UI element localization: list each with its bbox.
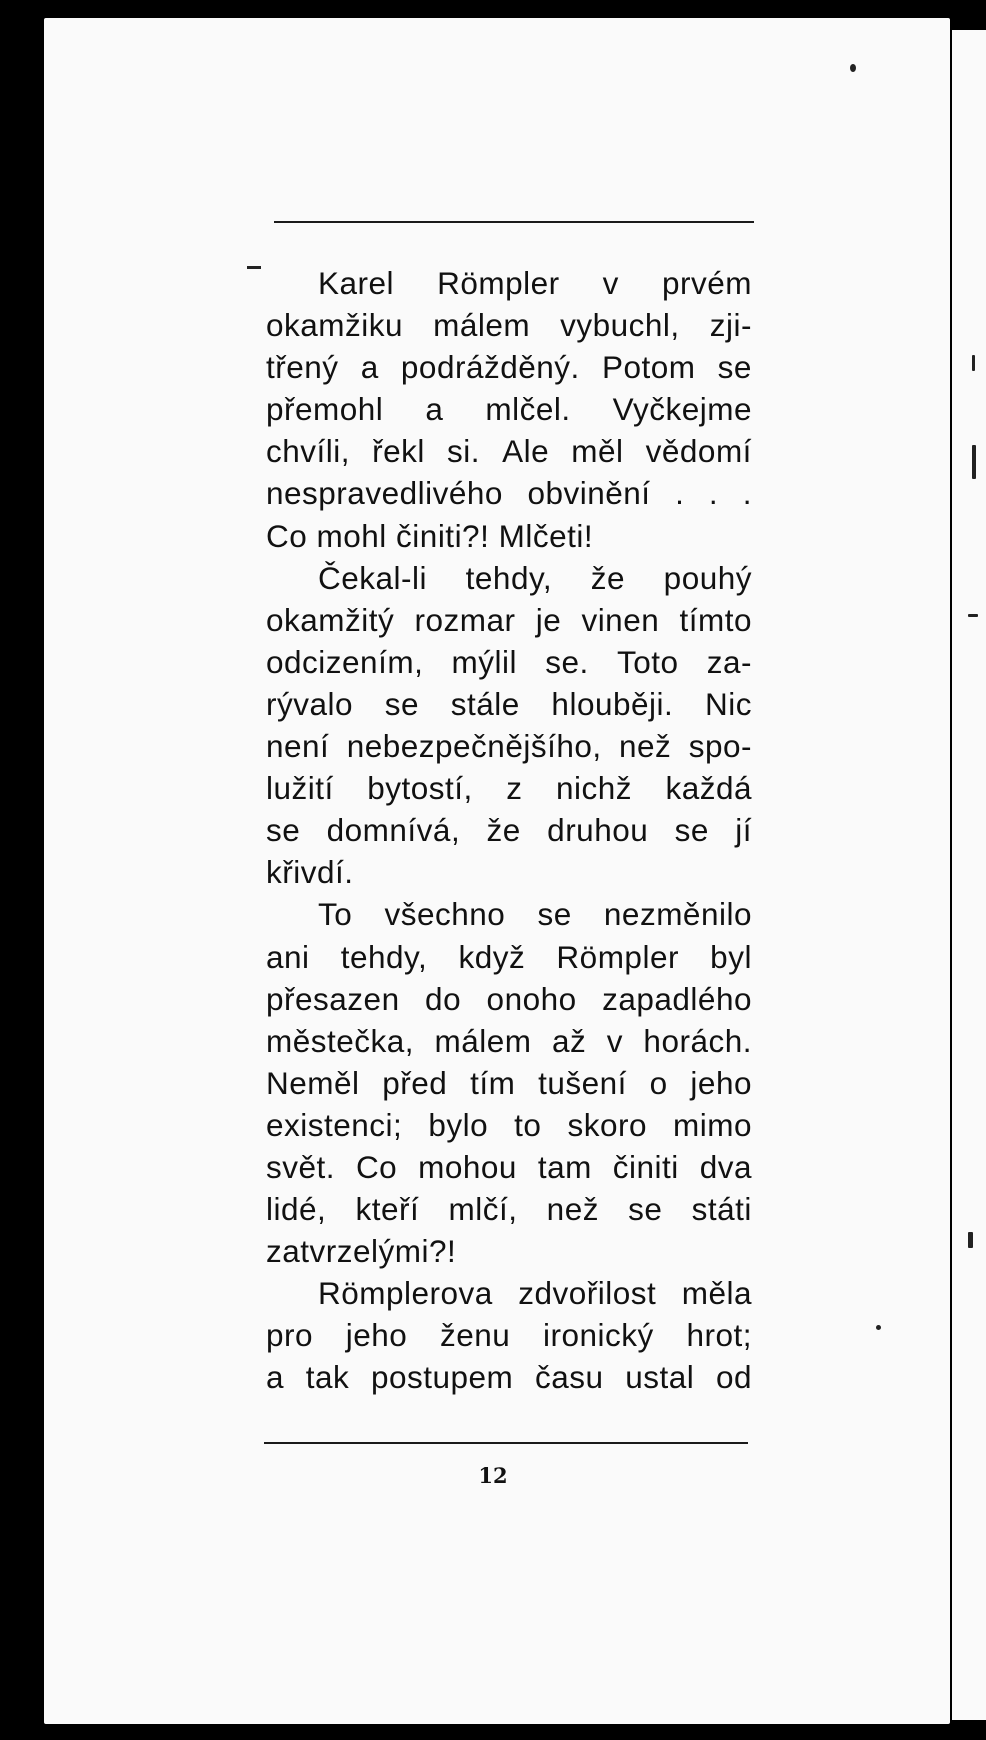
word: skoro: [567, 1106, 647, 1143]
word: státi: [691, 1191, 752, 1228]
word: vědomí: [645, 433, 752, 470]
word: to: [514, 1106, 542, 1143]
word: pro: [266, 1317, 314, 1354]
word: přemohl: [266, 391, 384, 428]
word: z: [506, 770, 523, 807]
word: vybuchl,: [560, 307, 680, 344]
word: ustal: [625, 1359, 695, 1396]
text-line: [266, 725, 752, 767]
word: činiti: [612, 1148, 679, 1185]
word: zapadlého: [602, 980, 752, 1017]
word: každá: [665, 770, 752, 807]
word: chvíli,: [266, 433, 351, 470]
word: obvinění: [527, 475, 651, 512]
text-line: [266, 809, 752, 851]
page-number: 12: [478, 1463, 508, 1488]
word: ženu: [439, 1317, 511, 1354]
text-line: [266, 893, 752, 935]
word: je: [535, 601, 562, 638]
word: hlouběji.: [551, 685, 674, 722]
word: bylo: [428, 1106, 489, 1143]
text-line: [266, 641, 752, 683]
word: lužití: [266, 770, 334, 807]
speck-mark: [968, 1232, 973, 1248]
word: nebezpečnějšího,: [346, 728, 602, 765]
word: Toto: [616, 643, 679, 680]
word: okamžiku: [266, 307, 404, 344]
word: Karel: [318, 265, 395, 301]
word: tušení: [538, 1064, 627, 1101]
word: a: [425, 391, 444, 428]
speck-mark: [968, 614, 978, 617]
word: odcizením,: [266, 643, 424, 680]
word: dva: [699, 1148, 752, 1185]
word: když: [458, 938, 526, 975]
margin-mark: [247, 266, 261, 269]
word: do: [425, 980, 462, 1017]
text-line: křivdí.: [266, 854, 354, 891]
speck-mark: [876, 1325, 881, 1330]
bottom-rule: [264, 1442, 748, 1444]
text-line: [266, 1146, 752, 1188]
word: a: [266, 1359, 285, 1396]
word: než: [546, 1191, 599, 1228]
word: jeho: [690, 1064, 752, 1101]
word: nespravedlivého: [266, 475, 503, 512]
word: lidé,: [266, 1191, 327, 1228]
word: .: [708, 475, 719, 512]
word: řekl: [372, 433, 425, 470]
text-line: [266, 557, 752, 599]
speck-mark: [972, 355, 975, 371]
word: okamžitý: [266, 601, 395, 638]
word: není: [266, 728, 330, 765]
word: zdvořilost: [518, 1275, 657, 1312]
word: se: [537, 896, 572, 933]
word: Co: [355, 1148, 398, 1185]
text-line: [266, 1104, 752, 1146]
word: nezměnilo: [603, 896, 752, 933]
word: v: [602, 265, 619, 301]
word: se: [266, 812, 301, 849]
text-line: [266, 472, 752, 514]
word: pouhý: [663, 559, 752, 596]
word: Ale: [502, 433, 550, 470]
word: třený: [266, 349, 339, 386]
text-line: [266, 1272, 752, 1314]
word: bytostí,: [367, 770, 473, 807]
word: tehdy,: [340, 938, 428, 975]
word: spo-: [688, 728, 752, 765]
word: kteří: [355, 1191, 420, 1228]
word: ironický: [542, 1317, 654, 1354]
word: druhou: [547, 812, 649, 849]
word: tak: [305, 1359, 350, 1396]
body-text: [266, 262, 752, 1399]
text-line: [266, 262, 752, 304]
word: byl: [710, 938, 752, 975]
word: .: [742, 475, 752, 512]
text-line: Co mohl činiti?! Mlčeti!: [266, 517, 594, 554]
word: vinen: [581, 601, 660, 638]
word: To: [318, 896, 353, 933]
word: jeho: [345, 1317, 408, 1354]
word: Römpler: [556, 938, 679, 975]
text-line: [266, 430, 752, 472]
word: přesazen: [266, 980, 400, 1017]
word: Čekal-li: [318, 559, 428, 596]
text-line: [266, 1314, 752, 1356]
word: za-: [706, 643, 752, 680]
word: málem: [434, 1022, 532, 1059]
word: v: [606, 1022, 623, 1059]
text-line: [266, 599, 752, 641]
word: postupem: [370, 1359, 514, 1396]
word: že: [486, 812, 521, 849]
word: .: [675, 475, 685, 512]
word: horách.: [643, 1022, 752, 1059]
word: mlčí,: [448, 1191, 518, 1228]
word: Nic: [704, 685, 752, 722]
word: že: [590, 559, 626, 596]
word: všechno: [384, 896, 506, 933]
word: prvém: [661, 265, 752, 301]
word: městečka,: [266, 1022, 415, 1059]
word: měl: [571, 433, 624, 470]
word: před: [382, 1064, 448, 1101]
word: než: [619, 728, 672, 765]
word: mlčel.: [485, 391, 571, 428]
word: času: [534, 1359, 604, 1396]
word: se: [384, 685, 419, 722]
word: rozmar: [414, 601, 516, 638]
word: se.: [545, 643, 589, 680]
text-line: [266, 346, 752, 388]
speck-mark: [850, 64, 856, 72]
word: nichž: [555, 770, 632, 807]
text-line: [266, 683, 752, 725]
word: o: [649, 1064, 668, 1101]
word: až: [551, 1022, 587, 1059]
word: málem: [433, 307, 531, 344]
text-line: [266, 304, 752, 346]
word: existenci;: [266, 1106, 403, 1143]
word: svět.: [266, 1148, 336, 1185]
word: Potom: [601, 349, 696, 386]
text-line: [266, 1356, 752, 1398]
word: mýlil: [451, 643, 518, 680]
word: se: [628, 1191, 663, 1228]
word: stále: [450, 685, 520, 722]
word: měla: [681, 1275, 752, 1312]
word: hrot;: [686, 1317, 752, 1354]
word: domnívá,: [326, 812, 461, 849]
text-line: [266, 388, 752, 430]
word: rývalo: [266, 685, 354, 722]
word: Römplerova: [318, 1275, 493, 1312]
text-line: [266, 936, 752, 978]
word: tím: [470, 1064, 516, 1101]
word: podrážděný.: [400, 349, 580, 386]
word: onoho: [486, 980, 577, 1017]
word: se: [717, 349, 752, 386]
word: zji-: [709, 307, 752, 344]
word: od: [715, 1359, 752, 1396]
word: tehdy,: [465, 559, 553, 596]
word: Römpler: [437, 265, 560, 301]
text-line: [266, 1188, 752, 1230]
word: tímto: [679, 601, 752, 638]
speck-mark: [972, 445, 976, 479]
word: Neměl: [266, 1064, 360, 1101]
top-rule: [274, 221, 754, 223]
word: a: [360, 349, 379, 386]
text-line: zatvrzelými?!: [266, 1233, 457, 1270]
text-line: [266, 978, 752, 1020]
word: ani: [266, 938, 310, 975]
text-line: [266, 1062, 752, 1104]
text-line: [266, 767, 752, 809]
word: mohou: [418, 1148, 517, 1185]
text-line: [266, 1020, 752, 1062]
word: se: [674, 812, 709, 849]
word: jí: [735, 812, 752, 849]
word: si.: [447, 433, 481, 470]
word: Vyčkejme: [612, 391, 752, 428]
word: mimo: [672, 1106, 752, 1143]
word: tam: [537, 1148, 592, 1185]
